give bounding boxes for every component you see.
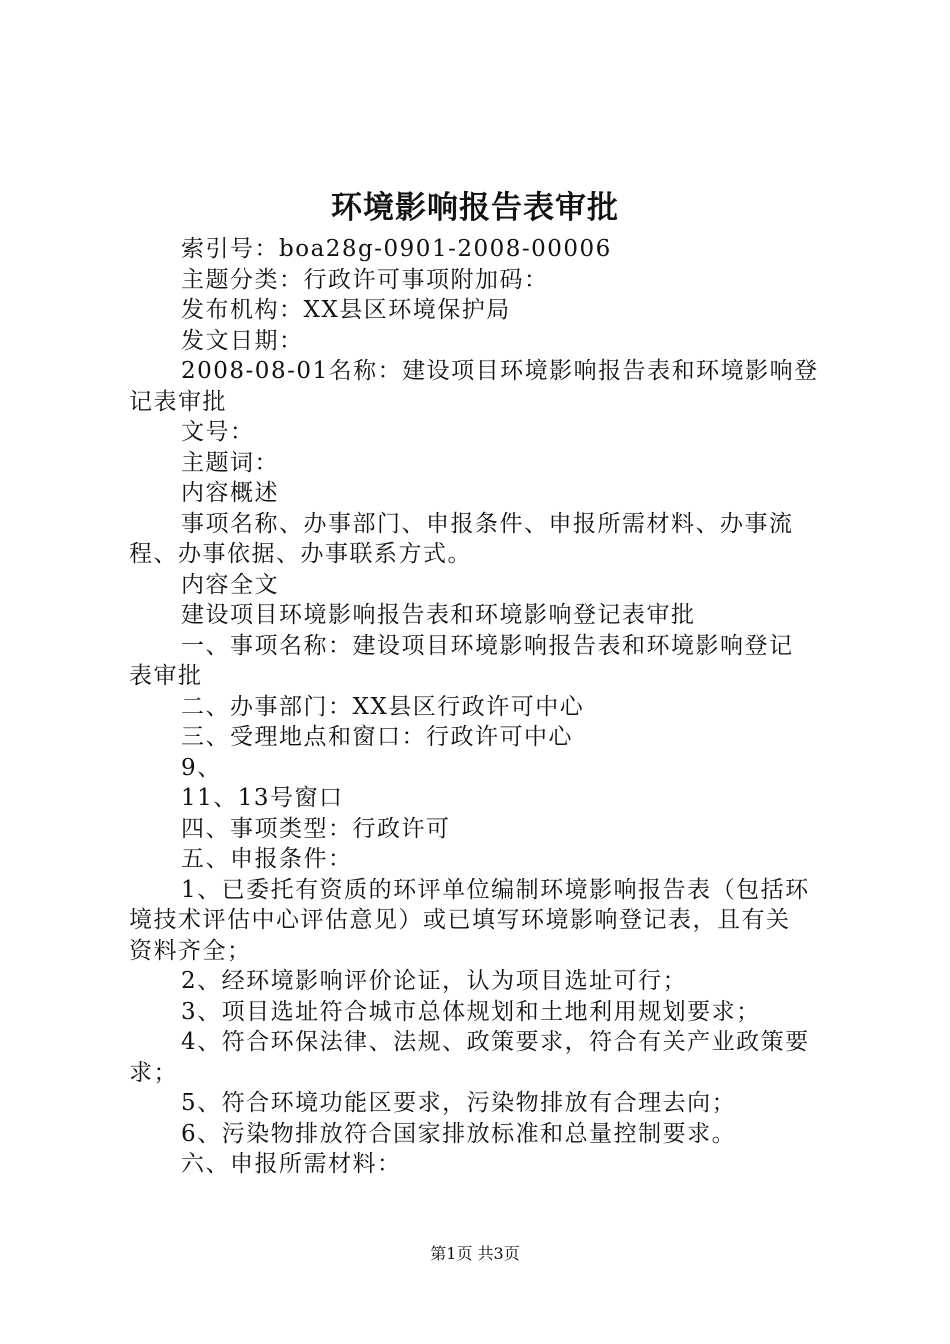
conditions-heading: 五、申报条件： — [181, 846, 353, 872]
department-line: 二、办事部门：XX县区行政许可中心 — [181, 693, 585, 720]
summary-heading: 内容概述 — [181, 480, 279, 506]
location-line: 三、受理地点和窗口：行政许可中心 — [181, 724, 573, 750]
subject-category-line: 主题分类：行政许可事项附加码： — [181, 266, 549, 293]
condition-4-continued: 求； — [129, 1059, 178, 1086]
condition-4: 4、符合环保法律、法规、政策要求，符合有关产业政策要 — [181, 1029, 810, 1055]
condition-3: 3、项目选址符合城市总体规划和土地利用规划要求； — [181, 998, 761, 1025]
summary-text-continued: 程、办事依据、办事联系方式。 — [129, 541, 472, 567]
summary-text: 事项名称、办事部门、申报条件、申报所需材料、办事流 — [181, 510, 794, 537]
full-text-title: 建设项目环境影响报告表和环境影响登记表审批 — [181, 602, 696, 628]
document-number-line: 文号： — [181, 419, 255, 445]
condition-6: 6、污染物排放符合国家排放标准和总量控制要求。 — [181, 1120, 737, 1147]
condition-1: 1、已委托有资质的环评单位编制环境影响报告表（包括环 — [181, 876, 810, 903]
condition-1-continued-2: 资料齐全； — [129, 937, 252, 964]
item-type-line: 四、事项类型：行政许可 — [181, 815, 451, 842]
index-number-line: 索引号：boa28g-0901-2008-00006 — [181, 236, 612, 262]
keywords-line: 主题词： — [181, 449, 279, 476]
condition-5: 5、符合环境功能区要求，污染物排放有合理去向； — [181, 1090, 737, 1116]
window-number-line: 9、 — [181, 754, 222, 781]
document-body — [129, 234, 829, 1180]
document-title: 环境影响报告表审批 — [331, 190, 619, 226]
date-name-line: 2008-08-01名称：建设项目环境影响报告表和环境影响登 — [181, 358, 819, 384]
item-name-line: 一、事项名称：建设项目环境影响报告表和环境影响登记 — [181, 632, 794, 659]
materials-heading: 六、申报所需材料： — [181, 1151, 402, 1177]
page-footer: 第1页 共3页 — [430, 1244, 520, 1263]
full-text-heading: 内容全文 — [181, 571, 279, 598]
condition-1-continued: 境技术评估中心评估意见）或已填写环境影响登记表，且有关 — [129, 907, 791, 933]
date-name-line-continued: 记表审批 — [129, 388, 227, 415]
condition-2: 2、经环境影响评价论证，认为项目选址可行； — [181, 968, 688, 994]
issue-date-line: 发文日期： — [181, 327, 304, 354]
window-number-line-2: 11、13号窗口 — [181, 785, 344, 811]
item-name-line-continued: 表审批 — [129, 663, 203, 689]
issuing-agency-line: 发布机构：XX县区环境保护局 — [181, 297, 511, 323]
